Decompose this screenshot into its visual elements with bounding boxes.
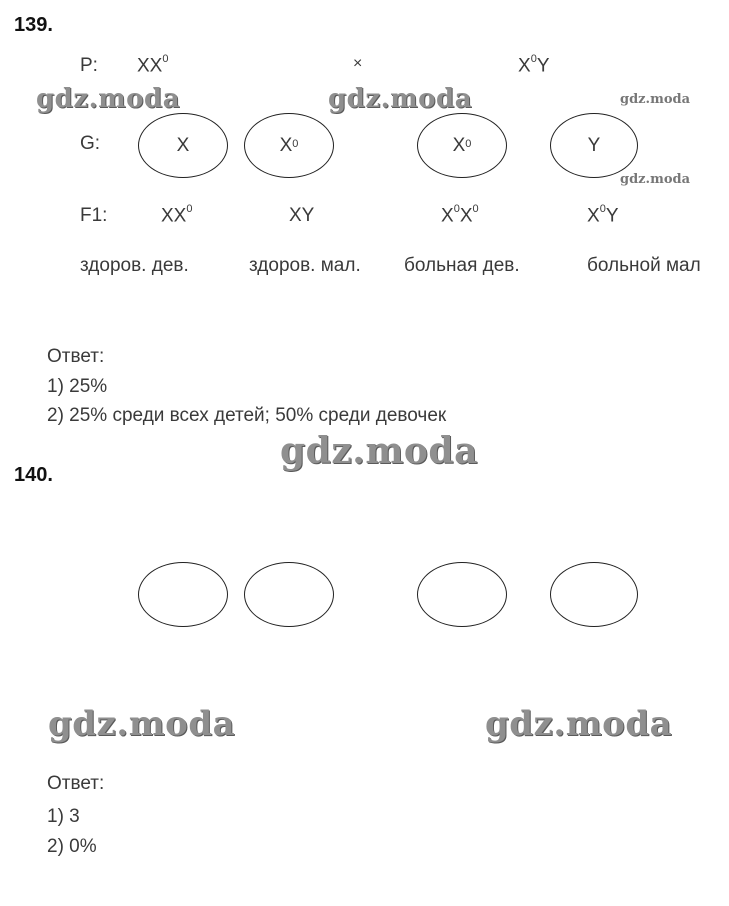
f1-genotype-2: XY xyxy=(289,205,315,226)
task-139-number: 139. xyxy=(14,14,53,36)
answer-140-1: 1) 3 xyxy=(47,806,80,827)
watermark: gdz.moda xyxy=(485,704,673,744)
answer-139-2: 2) 25% среди всех детей; 50% среди девочек xyxy=(47,405,447,426)
gamete-oval-4: Y xyxy=(550,113,638,178)
gamete-oval-3: X $^0$ xyxy=(417,113,507,178)
f1-label: F1: xyxy=(80,205,108,226)
watermark: gdz.moda xyxy=(280,430,478,472)
empty-oval-1 xyxy=(138,562,228,627)
f1-genotype-1: $XX^0$ xyxy=(161,203,193,227)
watermark: gdz.moda xyxy=(48,704,236,744)
watermark: gdz.moda xyxy=(620,92,691,107)
answer-139-1: 1) 25% xyxy=(47,376,108,397)
parents-label: P: xyxy=(80,55,98,76)
phenotype-4: больной мал xyxy=(587,255,701,276)
watermark: gdz.moda xyxy=(36,84,181,114)
answer-140-2: 2) 0% xyxy=(47,836,97,857)
gametes-label: G: xyxy=(80,133,101,154)
parent-female-genotype: $XX^0$ xyxy=(137,53,169,77)
task-140-number: 140. xyxy=(14,464,53,486)
phenotype-1: здоров. дев. xyxy=(80,255,189,276)
empty-oval-4 xyxy=(550,562,638,627)
f1-genotype-3: $X^0X^0$ xyxy=(441,203,479,227)
cross-sign: × xyxy=(353,55,363,72)
phenotype-2: здоров. мал. xyxy=(249,255,361,276)
empty-oval-2 xyxy=(244,562,334,627)
watermark: gdz.moda xyxy=(328,84,473,114)
gamete-oval-1: X xyxy=(138,113,228,178)
f1-genotype-4: $X^0Y$ xyxy=(587,203,619,227)
answer-label-140: Ответ: xyxy=(47,773,105,794)
answer-label-139: Ответ: xyxy=(47,346,105,367)
watermark: gdz.moda xyxy=(620,172,691,187)
empty-oval-3 xyxy=(417,562,507,627)
parent-male-genotype: $X^0Y$ xyxy=(518,53,550,77)
phenotype-3: больная дев. xyxy=(404,255,520,276)
gamete-oval-2: X $^0$ xyxy=(244,113,334,178)
